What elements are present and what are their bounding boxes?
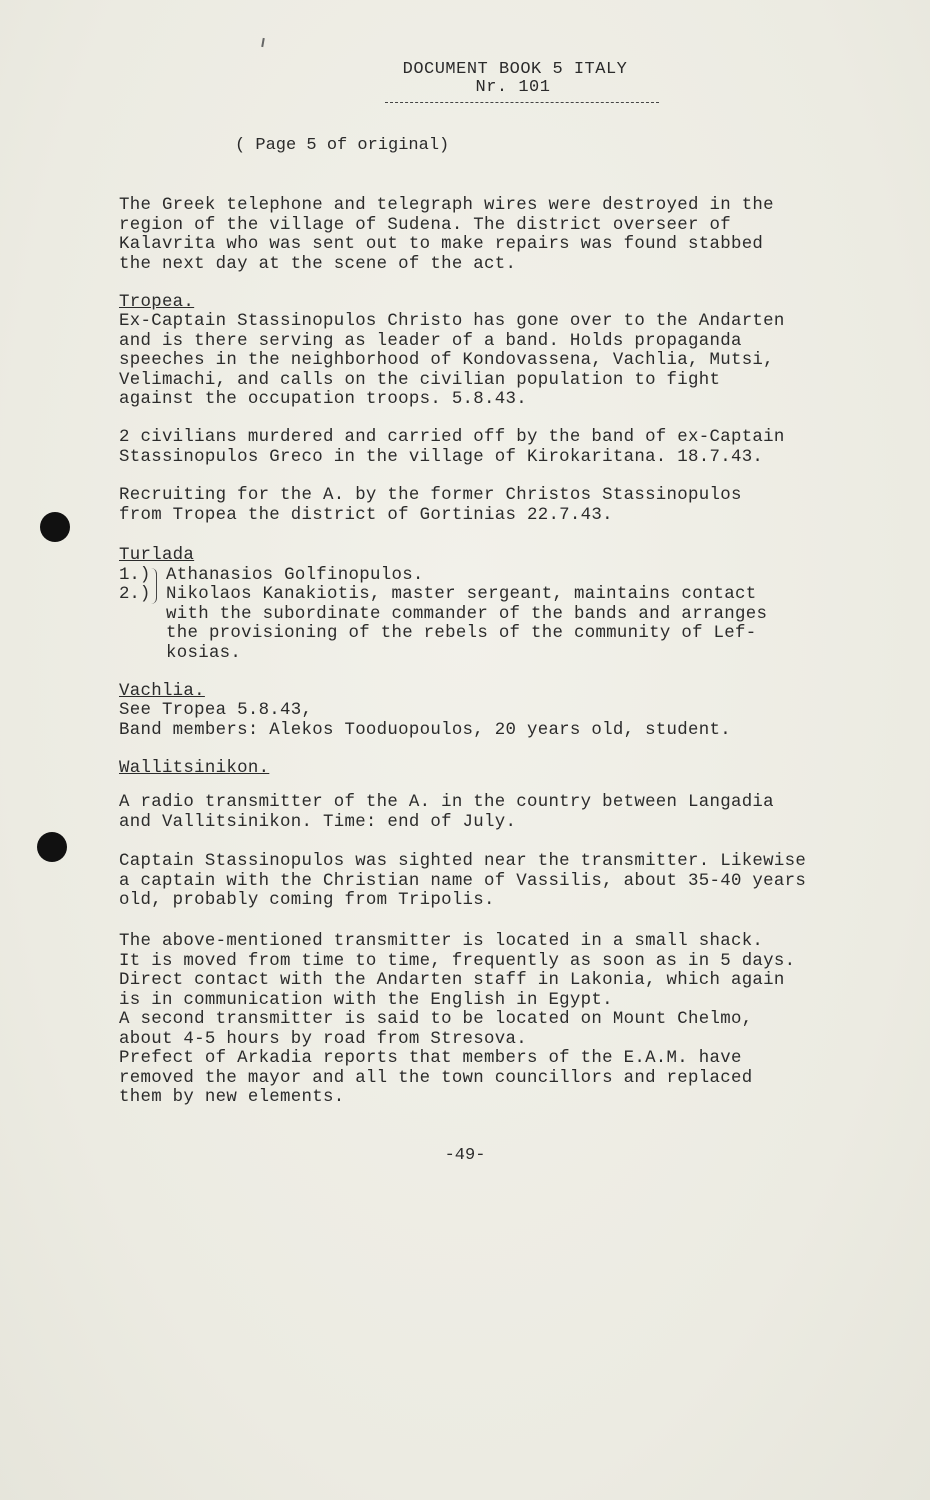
punch-hole-bottom: [37, 832, 67, 862]
pen-mark: [261, 38, 265, 47]
header-rule: [385, 102, 659, 103]
heading-vachlia: Vachlia.: [119, 682, 205, 701]
page-number: -49-: [444, 1146, 486, 1165]
paragraph-transmitter-location: The above-mentioned transmitter is located in a small shack. It is moved from time to time, frequently as soon as in 5 days. Direct contact with the Andarten staff in Lakonia, which again is in communication with the English in Egypt. A second transmitter is said to be located on Mount Chelmo, about 4-5 hours by road from Stresova. Prefect of Arkadia reports that members of the E.A.M. have removed the mayor and all the town councillors and replaced them by new elements.: [119, 932, 796, 1107]
heading-turlada: Turlada: [119, 546, 195, 565]
list-bracket: [150, 568, 157, 604]
paragraph-stassinopulos-band: Ex-Captain Stassinopulos Christo has gone over to the Andarten and is there serving as leader of a band. Holds propaganda speeches in the neighborhood of Kondovassena, Vachlia, Mutsi, Velimachi, and calls on the civilian population to fight against the occupation troops. 5.8.43.: [119, 312, 785, 409]
paragraph-civilians-murdered: 2 civilians murdered and carried off by the band of ex-Captain Stassinopulos Greco in the village of Kirokaritana. 18.7.43.: [119, 428, 785, 467]
page-of-original: ( Page 5 of original): [235, 136, 450, 155]
item-2-text: Nikolaos Kanakiotis, master sergeant, maintains contact with the subordinate commander of the bands and arranges the provisioning of the rebels of the community of Lef- kosias.: [166, 585, 768, 663]
document-book-title: DOCUMENT BOOK 5 ITALY: [402, 60, 628, 79]
item-2-number: 2.): [119, 585, 151, 604]
paragraph-captain-sighted: Captain Stassinopulos was sighted near the transmitter. Likewise a captain with the Christian name of Vassilis, about 35-40 years old, probably coming from Tripolis.: [119, 852, 807, 910]
paragraph-wires-destroyed: The Greek telephone and telegraph wires were destroyed in the region of the village of Sudena. The district overseer of Kalavrita who was sent out to make repairs was found stabbed the next day at the scene of the act.: [119, 196, 774, 274]
paragraph-recruiting: Recruiting for the A. by the former Christos Stassinopulos from Tropea the district of Gortinias 22.7.43.: [119, 486, 742, 525]
item-1-text: Athanasios Golfinopulos.: [166, 566, 424, 585]
punch-hole-top: [40, 512, 70, 542]
document-number: Nr. 101: [475, 78, 551, 97]
heading-wallitsinikon: Wallitsinikon.: [119, 759, 270, 778]
paragraph-vachlia: See Tropea 5.8.43, Band members: Alekos Tooduopoulos, 20 years old, student.: [119, 701, 731, 740]
paragraph-radio-transmitter: A radio transmitter of the A. in the country between Langadia and Vallitsinikon. Time: end of July.: [119, 793, 774, 832]
item-1-number: 1.): [119, 566, 151, 585]
heading-tropea: Tropea.: [119, 293, 195, 312]
